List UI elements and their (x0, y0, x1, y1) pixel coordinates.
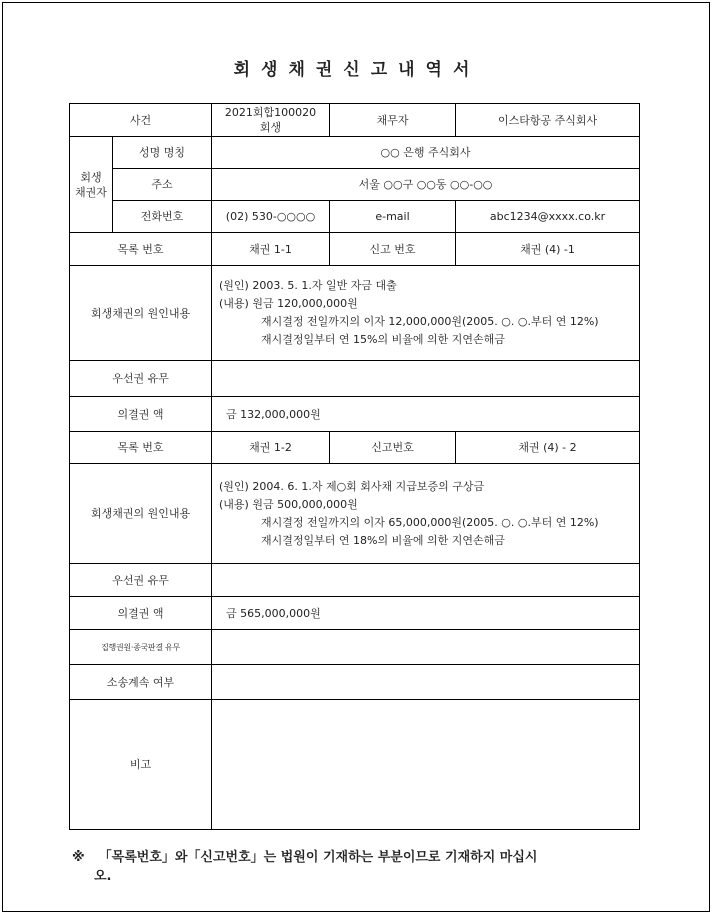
claim-2-reason-line: (원인) 2004. 6. 1.자 제○회 회사채 지급보증의 구상금 (219, 479, 485, 493)
claim-1-voting-row (70, 397, 640, 432)
reference-mark: ※ (72, 850, 85, 865)
creditor-email-value: abc1234@xxxx.co.kr (456, 201, 640, 233)
claim-1-number-row (70, 233, 640, 266)
claim-2-priority-row (70, 564, 640, 597)
execution-label: 집행권원·종국판결 유무 (70, 630, 212, 665)
claim-1-report-no-label: 신고 번호 (330, 233, 456, 266)
remarks-row (70, 700, 640, 830)
claim-2-list-no-label: 목록 번호 (70, 432, 212, 464)
creditor-phone-value: (02) 530-○○○○ (212, 201, 330, 233)
claim-2-reason-line: (내용) 원금 500,000,000원 (219, 497, 358, 511)
claim-2-voting-row (70, 597, 640, 630)
claim-1-priority-row (70, 361, 640, 397)
footnote-line-1 (72, 848, 642, 867)
creditor-name-label: 성명 명칭 (113, 137, 212, 169)
litigation-row (70, 665, 640, 700)
debtor-label: 채무자 (330, 104, 456, 137)
footnote-line-2: 오. (94, 869, 112, 884)
remarks-value (212, 700, 640, 830)
creditor-address-label: 주소 (113, 169, 212, 201)
execution-value (212, 630, 640, 665)
claim-2-voting-label: 의결권 액 (70, 597, 212, 630)
claim-2-list-no-value: 채권 1-2 (212, 432, 330, 464)
claim-2-priority-value (212, 564, 640, 597)
execution-row (70, 630, 640, 665)
claim-1-voting-label: 의결권 액 (70, 397, 212, 432)
claim-1-list-no-value: 채권 1-1 (212, 233, 330, 266)
creditor-phone-row (70, 201, 640, 233)
case-value (212, 104, 330, 137)
remarks-label: 비고 (70, 700, 212, 830)
creditor-phone-label: 전화번호 (113, 201, 212, 233)
claim-1-reason-line: 재시결정일부터 연 15%의 비율에 의한 지연손해금 (261, 333, 505, 346)
document-title: 회생채권신고내역서 (233, 60, 481, 80)
claim-2-report-no-value: 채권 (4) - 2 (456, 432, 640, 464)
claim-1-report-no-value: 채권 (4) -1 (456, 233, 640, 266)
footnote-text: 「목록번호」와「신고번호」는 법원이 기재하는 부분이므로 기재하지 마십시 (98, 850, 538, 865)
claim-2-priority-label: 우선권 유무 (70, 564, 212, 597)
creditor-name-row (70, 137, 640, 169)
claim-1-reason-line: (내용) 원금 120,000,000원 (219, 297, 358, 310)
claim-2-reason-line: 재시결정일부터 연 18%의 비율에 의한 지연손해금 (261, 533, 505, 547)
claim-1-reason-label: 회생채권의 원인내용 (70, 266, 212, 361)
claim-1-reason-row (70, 266, 640, 361)
claim-1-voting-value: 금 132,000,000원 (212, 397, 640, 432)
litigation-label: 소송계속 여부 (70, 665, 212, 700)
case-type: 회생 (259, 121, 282, 134)
footnote (72, 848, 642, 886)
creditor-name-value: ○○ 은행 주식회사 (212, 137, 640, 169)
litigation-value (212, 665, 640, 700)
claim-1-priority-value (212, 361, 640, 397)
debtor-value: 이스타항공 주식회사 (456, 104, 640, 137)
claim-1-priority-label: 우선권 유무 (70, 361, 212, 397)
claim-1-reason-line: 재시결정 전일까지의 이자 12,000,000원(2005. ○. ○.부터 연 12%) (261, 315, 599, 328)
claim-2-voting-value: 금 565,000,000원 (212, 597, 640, 630)
claim-1-reason-value (212, 266, 640, 361)
claim-report-table (69, 103, 640, 830)
creditor-group-label: 회생 채권자 (70, 137, 113, 233)
creditor-email-label: e-mail (330, 201, 456, 233)
case-number: 2021회합100020 (224, 106, 317, 119)
creditor-address-row (70, 169, 640, 201)
claim-2-reason-line: 재시결정 전일까지의 이자 65,000,000원(2005. ○. ○.부터 연 12%) (261, 515, 599, 529)
claim-1-reason-line: (원인) 2003. 5. 1.자 일반 자금 대출 (219, 279, 397, 292)
case-label: 사건 (70, 104, 212, 137)
claim-2-reason-value (212, 464, 640, 564)
creditor-address-value: 서울 ○○구 ○○동 ○○-○○ (212, 169, 640, 201)
claim-2-reason-row (70, 464, 640, 564)
claim-1-list-no-label: 목록 번호 (70, 233, 212, 266)
claim-2-number-row (70, 432, 640, 464)
claim-2-reason-label: 회생채권의 원인내용 (70, 464, 212, 564)
case-row (70, 104, 640, 137)
claim-2-report-no-label: 신고번호 (330, 432, 456, 464)
